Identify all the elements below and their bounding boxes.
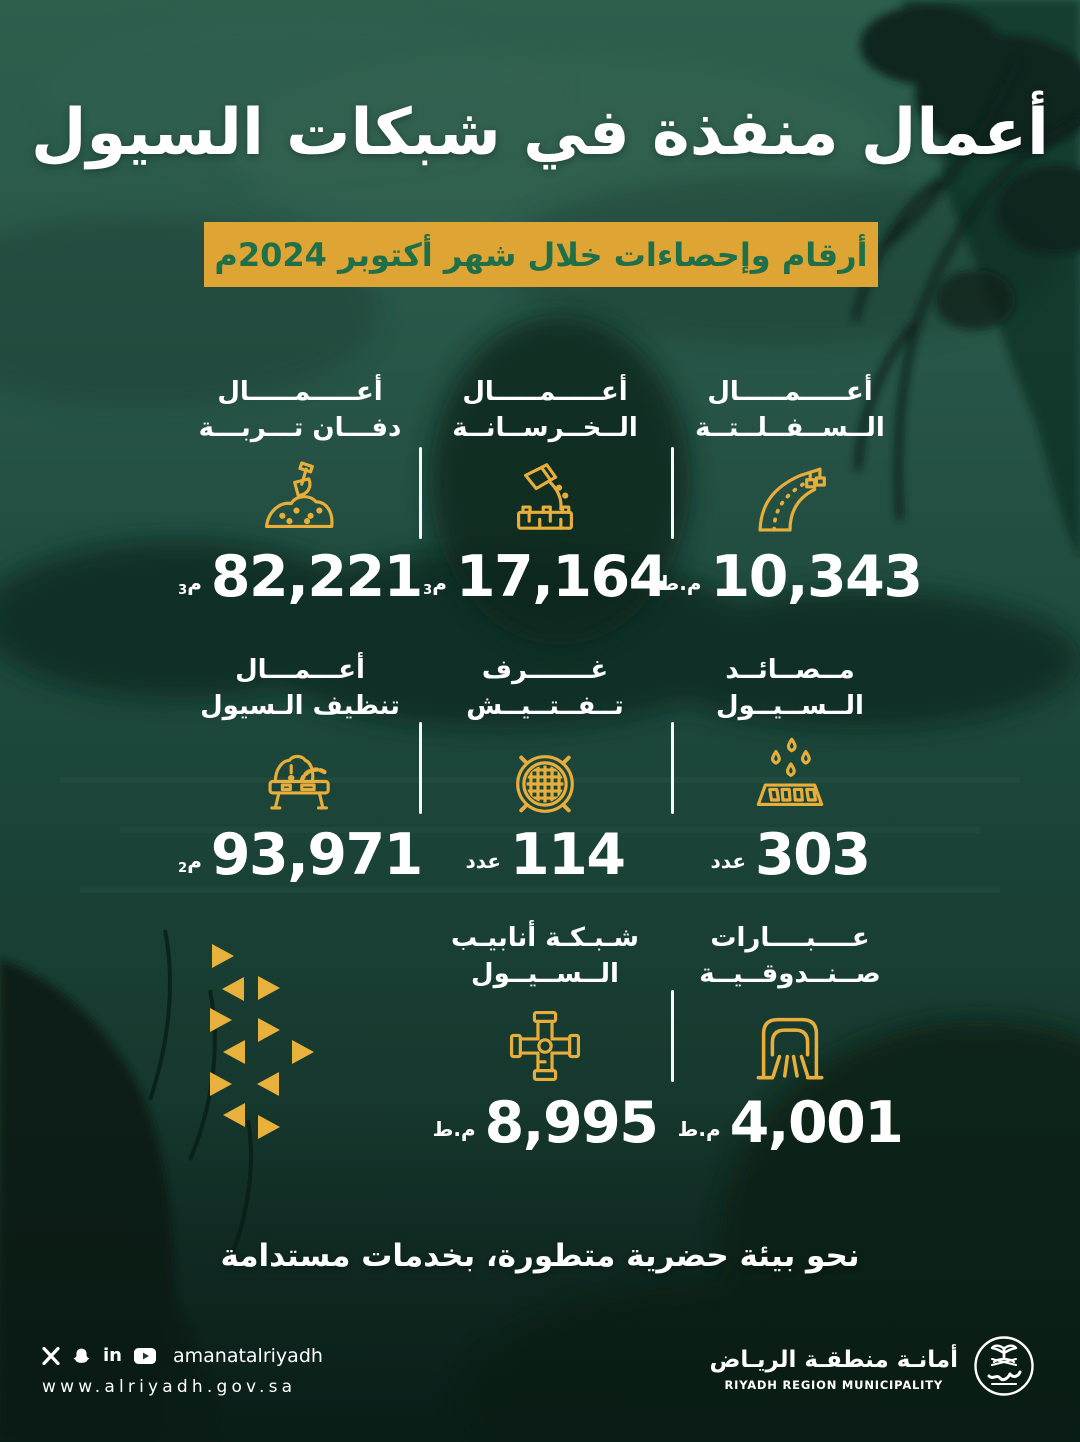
culvert-icon <box>660 1000 920 1092</box>
stat-concrete-works <box>415 374 675 610</box>
stat-number: 114 <box>510 822 625 888</box>
tagline: نحو بيئة حضرية متطورة، بخدمات مستدامة <box>220 1238 860 1274</box>
stat-value <box>170 544 430 610</box>
stat-value <box>415 544 675 610</box>
stat-unit: م.ط <box>432 1117 476 1141</box>
cleaning-machine-icon <box>170 732 430 824</box>
subtitle-banner <box>204 222 878 287</box>
triangle-pattern-decoration <box>195 930 335 1160</box>
pipe-cross-icon <box>415 1000 675 1092</box>
org-name-arabic: أمانـة منطقـة الريـاض <box>709 1346 958 1373</box>
x-icon <box>42 1347 60 1365</box>
stat-label <box>415 920 675 992</box>
stat-flood-traps <box>660 652 920 888</box>
stat-label-line1: غـــــــرف <box>481 655 609 685</box>
stat-label <box>170 652 430 724</box>
stat-label-line1: أعـــمـــال <box>235 655 365 685</box>
stat-label <box>415 374 675 446</box>
stat-number: 4,001 <box>729 1090 903 1156</box>
curved-road-icon <box>660 454 920 546</box>
stat-number: 93,971 <box>210 822 422 888</box>
stat-label-line1: شـبـكـة أنابيـب <box>450 923 639 953</box>
stat-unit: عدد <box>465 849 501 873</box>
drain-drops-icon <box>660 732 920 824</box>
social-row <box>42 1344 323 1368</box>
stat-label-line1: أعـــــمـــــال <box>217 377 383 407</box>
stat-label-line1: مــصــائــد <box>725 655 855 685</box>
manhole-icon <box>415 738 675 830</box>
stat-soil-backfill <box>170 374 430 610</box>
stat-number: 10,343 <box>710 544 922 610</box>
stat-flood-cleaning <box>170 652 430 888</box>
stat-label-line2: صــنــدوقــيــة <box>699 959 881 989</box>
stat-box-culverts <box>660 920 920 1156</box>
stat-value <box>660 1090 920 1156</box>
stat-label-line2: الــســفــلــتــة <box>695 413 885 443</box>
stat-value <box>415 822 675 888</box>
shovel-mound-icon <box>170 454 430 546</box>
snapchat-icon <box>72 1347 91 1365</box>
stat-number: 303 <box>755 822 870 888</box>
stat-label-line1: أعـــــمـــــال <box>462 377 628 407</box>
footer-social-block <box>42 1344 323 1397</box>
linkedin-icon: in <box>103 1345 122 1366</box>
page-title: أعمال منفذة في شبكات السيول <box>31 96 1049 170</box>
stat-unit: م.ط <box>677 1117 721 1141</box>
stat-unit: م$_3$ <box>423 571 447 598</box>
stat-label-line2: الــســيــول <box>716 691 864 721</box>
concrete-pour-icon <box>415 454 675 546</box>
stat-label-line1: عــــبــــارات <box>710 923 870 953</box>
website-url: www.alriyadh.gov.sa <box>42 1377 297 1397</box>
org-name-english: RIYADH REGION MUNICIPALITY <box>724 1377 943 1392</box>
stat-unit: عدد <box>710 849 746 873</box>
stat-label <box>415 652 675 724</box>
stat-label-line2: تــفــتــيــش <box>466 691 624 721</box>
stat-unit: م.ط <box>658 571 702 595</box>
stat-inspection-chambers <box>415 652 675 888</box>
riyadh-municipality-logo <box>972 1334 1036 1402</box>
youtube-icon <box>134 1348 156 1364</box>
stat-value <box>415 1090 675 1156</box>
stat-label-line2: الــخــرســانــة <box>452 413 638 443</box>
stat-label <box>660 374 920 446</box>
stat-number: 82,221 <box>210 544 422 610</box>
stat-value <box>658 544 922 610</box>
stat-number: 8,995 <box>484 1090 658 1156</box>
footer-org-block <box>709 1334 1036 1402</box>
org-name <box>709 1345 958 1392</box>
subtitle-banner-text: أرقام وإحصاءات خلال شهر أكتوبر 2024م <box>214 235 868 274</box>
stat-label-line2: دفـــان تـــربـــة <box>198 413 402 443</box>
stat-label-line1: أعـــــمـــــال <box>707 377 873 407</box>
stat-value <box>660 822 920 888</box>
stat-number: 17,164 <box>455 544 667 610</box>
stat-unit: م$_2$ <box>178 849 202 876</box>
stat-label <box>660 652 920 724</box>
stat-value <box>170 822 430 888</box>
stat-label <box>660 920 920 992</box>
stat-label-line2: الــســيــول <box>471 959 619 989</box>
stat-label-line2: تنظيف الـسيول <box>200 691 400 721</box>
social-handle: amanatalriyadh <box>172 1345 323 1367</box>
stat-flood-pipe-network <box>415 920 675 1156</box>
stat-label <box>170 374 430 446</box>
stat-unit: م$_3$ <box>178 571 202 598</box>
stat-asphalt-works <box>658 374 922 610</box>
